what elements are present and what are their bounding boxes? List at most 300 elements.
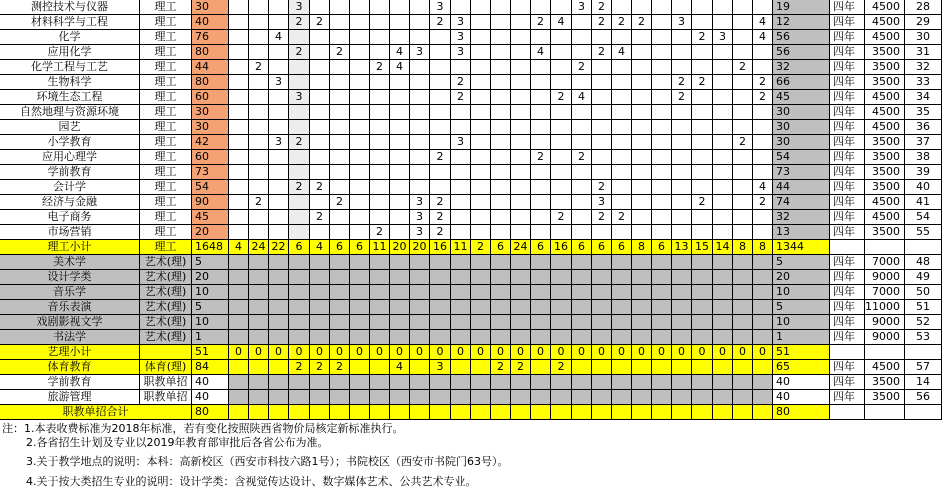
- province-total: 56: [773, 30, 830, 45]
- province-seats: [551, 180, 572, 195]
- province-seats: [491, 150, 511, 165]
- province-seats: [491, 60, 511, 75]
- province-seats: [370, 0, 390, 15]
- major-name: 生物科学: [0, 75, 140, 90]
- province-seats: 14: [713, 240, 733, 255]
- province-seats: [511, 285, 531, 300]
- province-seats: 2: [733, 60, 753, 75]
- province-total: 56: [773, 45, 830, 60]
- province-seats: 0: [592, 345, 612, 360]
- tuition-fee: 4500: [865, 210, 905, 225]
- province-seats: [249, 105, 269, 120]
- province-seats: [531, 90, 551, 105]
- major-category: 理工: [140, 30, 192, 45]
- major-code: 54: [905, 210, 942, 225]
- plan-count: 60: [192, 150, 229, 165]
- province-seats: [692, 90, 713, 105]
- province-seats: [612, 120, 632, 135]
- major-category: 艺术(理): [140, 270, 192, 285]
- province-seats: 2: [592, 210, 612, 225]
- province-seats: [350, 225, 370, 240]
- tuition-fee: 3500: [865, 75, 905, 90]
- province-seats: [531, 105, 551, 120]
- province-seats: [652, 60, 672, 75]
- tuition-fee: 3500: [865, 45, 905, 60]
- province-seats: [471, 0, 491, 15]
- study-duration: 四年: [830, 195, 865, 210]
- province-seats: [310, 255, 330, 270]
- province-seats: [551, 285, 572, 300]
- province-seats: [471, 255, 491, 270]
- major-name: 艺理小计: [0, 345, 140, 360]
- province-seats: [612, 105, 632, 120]
- province-total: 30: [773, 120, 830, 135]
- province-seats: 2: [330, 195, 350, 210]
- province-seats: 2: [451, 75, 471, 90]
- major-category: 理工: [140, 135, 192, 150]
- major-name: 美术学: [0, 255, 140, 270]
- province-seats: [592, 150, 612, 165]
- province-seats: 2: [289, 45, 310, 60]
- province-seats: [531, 135, 551, 150]
- tuition-fee: 11000: [865, 300, 905, 315]
- province-seats: [692, 390, 713, 405]
- province-seats: [451, 375, 471, 390]
- province-seats: [632, 150, 652, 165]
- province-seats: [511, 315, 531, 330]
- province-seats: [249, 45, 269, 60]
- province-seats: [572, 210, 592, 225]
- province-seats: [269, 180, 289, 195]
- plan-count: 1: [192, 330, 229, 345]
- province-seats: [289, 390, 310, 405]
- province-seats: [310, 105, 330, 120]
- province-seats: [692, 375, 713, 390]
- province-seats: [592, 135, 612, 150]
- major-name: 电子商务: [0, 210, 140, 225]
- province-seats: [471, 90, 491, 105]
- province-seats: [753, 135, 773, 150]
- plan-count: 80: [192, 75, 229, 90]
- province-seats: [330, 120, 350, 135]
- province-seats: [652, 90, 672, 105]
- major-code: [905, 405, 942, 420]
- province-seats: [410, 15, 430, 30]
- province-seats: [551, 375, 572, 390]
- province-seats: [249, 255, 269, 270]
- major-category: 理工: [140, 0, 192, 15]
- province-seats: [632, 45, 652, 60]
- province-seats: [713, 210, 733, 225]
- province-seats: [753, 165, 773, 180]
- province-seats: 2: [310, 360, 330, 375]
- province-seats: 2: [289, 15, 310, 30]
- plan-count: 30: [192, 105, 229, 120]
- province-seats: [632, 135, 652, 150]
- province-seats: [229, 255, 249, 270]
- plan-count: 60: [192, 90, 229, 105]
- province-seats: 2: [310, 180, 330, 195]
- province-seats: 2: [370, 60, 390, 75]
- tuition-fee: [865, 240, 905, 255]
- province-seats: [229, 0, 249, 15]
- province-seats: [249, 30, 269, 45]
- province-seats: [491, 180, 511, 195]
- province-seats: [430, 75, 451, 90]
- province-seats: [733, 360, 753, 375]
- province-seats: [713, 225, 733, 240]
- province-seats: [551, 105, 572, 120]
- province-seats: 6: [612, 240, 632, 255]
- province-seats: 0: [531, 345, 551, 360]
- province-seats: [713, 315, 733, 330]
- province-seats: [249, 285, 269, 300]
- province-seats: [249, 210, 269, 225]
- province-seats: [471, 60, 491, 75]
- province-seats: [350, 300, 370, 315]
- province-seats: [370, 270, 390, 285]
- province-seats: 2: [430, 15, 451, 30]
- province-seats: [350, 75, 370, 90]
- province-seats: [592, 255, 612, 270]
- province-seats: 3: [451, 30, 471, 45]
- province-seats: [350, 30, 370, 45]
- province-seats: [491, 255, 511, 270]
- province-seats: [310, 405, 330, 420]
- province-total: 19: [773, 0, 830, 15]
- province-seats: [551, 225, 572, 240]
- province-seats: [692, 0, 713, 15]
- major-code: 51: [905, 300, 942, 315]
- province-seats: [430, 135, 451, 150]
- province-seats: [269, 105, 289, 120]
- province-seats: [269, 150, 289, 165]
- province-seats: [430, 315, 451, 330]
- province-seats: [652, 135, 672, 150]
- province-seats: [692, 15, 713, 30]
- province-seats: 2: [592, 180, 612, 195]
- plan-count: 80: [192, 405, 229, 420]
- province-seats: [229, 165, 249, 180]
- province-seats: [612, 360, 632, 375]
- province-seats: [652, 45, 672, 60]
- province-seats: 2: [289, 180, 310, 195]
- province-seats: [370, 75, 390, 90]
- province-seats: [753, 300, 773, 315]
- province-seats: [733, 300, 753, 315]
- major-category: 艺术(理): [140, 300, 192, 315]
- province-seats: [511, 375, 531, 390]
- province-seats: [592, 360, 612, 375]
- province-seats: [551, 165, 572, 180]
- province-seats: [451, 0, 471, 15]
- province-seats: [310, 150, 330, 165]
- province-seats: [733, 285, 753, 300]
- province-seats: [471, 195, 491, 210]
- province-seats: [551, 150, 572, 165]
- note-1: 注：1.本表收费标准为2018年标准，若有变化按照陕西省物价局核定新标准执行。: [2, 422, 404, 435]
- province-seats: 0: [672, 345, 692, 360]
- province-seats: 2: [249, 195, 269, 210]
- province-seats: [249, 270, 269, 285]
- province-seats: [511, 45, 531, 60]
- major-category: 理工: [140, 225, 192, 240]
- province-seats: [551, 300, 572, 315]
- province-seats: [471, 405, 491, 420]
- province-total: 80: [773, 405, 830, 420]
- province-seats: [652, 195, 672, 210]
- province-seats: [310, 300, 330, 315]
- province-seats: [289, 150, 310, 165]
- province-seats: [652, 255, 672, 270]
- province-seats: 4: [753, 180, 773, 195]
- province-seats: [350, 15, 370, 30]
- province-seats: [330, 90, 350, 105]
- province-seats: [632, 255, 652, 270]
- province-seats: [451, 255, 471, 270]
- province-total: 10: [773, 285, 830, 300]
- province-seats: [652, 150, 672, 165]
- tuition-fee: 4500: [865, 105, 905, 120]
- province-seats: 2: [330, 360, 350, 375]
- province-seats: [612, 300, 632, 315]
- province-seats: [551, 330, 572, 345]
- major-code: 30: [905, 30, 942, 45]
- province-seats: [692, 255, 713, 270]
- province-total: 44: [773, 180, 830, 195]
- province-seats: [430, 405, 451, 420]
- province-seats: 0: [572, 345, 592, 360]
- study-duration: [830, 405, 865, 420]
- province-seats: [471, 315, 491, 330]
- province-seats: [733, 90, 753, 105]
- province-seats: [652, 285, 672, 300]
- province-seats: [672, 270, 692, 285]
- tuition-fee: 3500: [865, 225, 905, 240]
- major-category: 理工: [140, 240, 192, 255]
- province-seats: [430, 165, 451, 180]
- province-seats: [733, 375, 753, 390]
- province-seats: [330, 60, 350, 75]
- province-seats: [733, 330, 753, 345]
- province-seats: [531, 270, 551, 285]
- province-seats: [632, 180, 652, 195]
- province-seats: [430, 45, 451, 60]
- province-seats: [289, 315, 310, 330]
- province-seats: [430, 255, 451, 270]
- province-seats: [350, 195, 370, 210]
- province-seats: [531, 405, 551, 420]
- province-total: 30: [773, 105, 830, 120]
- province-seats: 6: [330, 240, 350, 255]
- province-seats: [733, 180, 753, 195]
- province-seats: [410, 390, 430, 405]
- plan-count: 1648: [192, 240, 229, 255]
- province-seats: [531, 315, 551, 330]
- province-seats: [592, 285, 612, 300]
- province-seats: [370, 375, 390, 390]
- province-seats: [672, 30, 692, 45]
- province-seats: [491, 195, 511, 210]
- province-seats: [350, 405, 370, 420]
- province-seats: [390, 210, 410, 225]
- plan-count: 40: [192, 375, 229, 390]
- province-seats: [350, 90, 370, 105]
- province-seats: [491, 270, 511, 285]
- province-seats: [370, 30, 390, 45]
- province-seats: [672, 225, 692, 240]
- province-seats: [229, 360, 249, 375]
- province-seats: [249, 315, 269, 330]
- province-seats: [632, 120, 652, 135]
- province-seats: 6: [592, 240, 612, 255]
- province-seats: [390, 90, 410, 105]
- province-seats: [451, 105, 471, 120]
- province-seats: [632, 375, 652, 390]
- province-total: 30: [773, 135, 830, 150]
- province-seats: [451, 225, 471, 240]
- province-seats: 0: [350, 345, 370, 360]
- province-seats: [229, 120, 249, 135]
- province-seats: 8: [733, 240, 753, 255]
- major-name: 环境生态工程: [0, 90, 140, 105]
- province-seats: [330, 75, 350, 90]
- province-seats: [390, 135, 410, 150]
- province-seats: [713, 60, 733, 75]
- major-category: 理工: [140, 150, 192, 165]
- major-name: 园艺: [0, 120, 140, 135]
- province-seats: 0: [692, 345, 713, 360]
- province-seats: [451, 360, 471, 375]
- province-seats: 2: [672, 75, 692, 90]
- province-seats: 0: [430, 345, 451, 360]
- province-seats: [471, 375, 491, 390]
- province-seats: [451, 330, 471, 345]
- province-seats: [511, 300, 531, 315]
- province-seats: [330, 285, 350, 300]
- province-total: 45: [773, 90, 830, 105]
- province-seats: [713, 90, 733, 105]
- province-seats: [491, 135, 511, 150]
- province-seats: [330, 30, 350, 45]
- province-seats: 0: [390, 345, 410, 360]
- major-name: 应用心理学: [0, 150, 140, 165]
- province-seats: [531, 255, 551, 270]
- province-seats: [753, 150, 773, 165]
- province-seats: [572, 120, 592, 135]
- province-seats: 3: [451, 15, 471, 30]
- province-seats: 4: [572, 90, 592, 105]
- province-seats: [531, 330, 551, 345]
- province-seats: 6: [652, 240, 672, 255]
- province-seats: [511, 90, 531, 105]
- province-seats: [350, 360, 370, 375]
- province-seats: [471, 390, 491, 405]
- province-seats: [713, 195, 733, 210]
- province-seats: [370, 390, 390, 405]
- province-seats: [672, 165, 692, 180]
- province-seats: [229, 30, 249, 45]
- province-seats: [330, 405, 350, 420]
- province-seats: [572, 15, 592, 30]
- tuition-fee: 9000: [865, 330, 905, 345]
- province-seats: [471, 300, 491, 315]
- province-seats: [551, 315, 572, 330]
- major-code: 49: [905, 270, 942, 285]
- province-total: 73: [773, 165, 830, 180]
- province-seats: [451, 270, 471, 285]
- province-seats: [632, 300, 652, 315]
- province-seats: [692, 135, 713, 150]
- province-seats: [632, 30, 652, 45]
- province-seats: [330, 390, 350, 405]
- province-seats: [713, 0, 733, 15]
- province-seats: [672, 360, 692, 375]
- province-seats: [491, 105, 511, 120]
- province-seats: [330, 105, 350, 120]
- province-seats: [410, 105, 430, 120]
- province-seats: [430, 180, 451, 195]
- province-seats: [551, 120, 572, 135]
- province-seats: [491, 0, 511, 15]
- province-seats: [753, 105, 773, 120]
- province-seats: [350, 0, 370, 15]
- province-seats: [370, 45, 390, 60]
- province-seats: [713, 165, 733, 180]
- province-seats: 15: [692, 240, 713, 255]
- province-seats: [249, 375, 269, 390]
- notes-section: [0, 420, 942, 499]
- province-seats: [632, 360, 652, 375]
- province-seats: 2: [692, 195, 713, 210]
- province-seats: [430, 120, 451, 135]
- province-seats: 0: [471, 345, 491, 360]
- province-seats: [672, 330, 692, 345]
- province-seats: 3: [269, 135, 289, 150]
- province-seats: [310, 0, 330, 15]
- province-seats: [733, 75, 753, 90]
- province-seats: [410, 375, 430, 390]
- province-seats: [370, 360, 390, 375]
- province-seats: 4: [612, 45, 632, 60]
- province-seats: 4: [390, 60, 410, 75]
- province-seats: [531, 0, 551, 15]
- province-seats: [652, 105, 672, 120]
- province-seats: [632, 225, 652, 240]
- province-seats: 4: [269, 30, 289, 45]
- province-seats: [612, 135, 632, 150]
- province-seats: [531, 210, 551, 225]
- province-total: 74: [773, 195, 830, 210]
- province-seats: [370, 105, 390, 120]
- province-seats: [390, 330, 410, 345]
- province-seats: [572, 375, 592, 390]
- province-seats: 2: [430, 195, 451, 210]
- province-seats: [632, 60, 652, 75]
- province-seats: [249, 150, 269, 165]
- province-seats: [572, 45, 592, 60]
- province-seats: 2: [471, 240, 491, 255]
- province-seats: [692, 405, 713, 420]
- major-name: 体育教育: [0, 360, 140, 375]
- province-seats: [572, 405, 592, 420]
- province-seats: [491, 15, 511, 30]
- major-name: 音乐学: [0, 285, 140, 300]
- study-duration: 四年: [830, 285, 865, 300]
- province-seats: [269, 120, 289, 135]
- province-total: 20: [773, 270, 830, 285]
- province-seats: 3: [410, 210, 430, 225]
